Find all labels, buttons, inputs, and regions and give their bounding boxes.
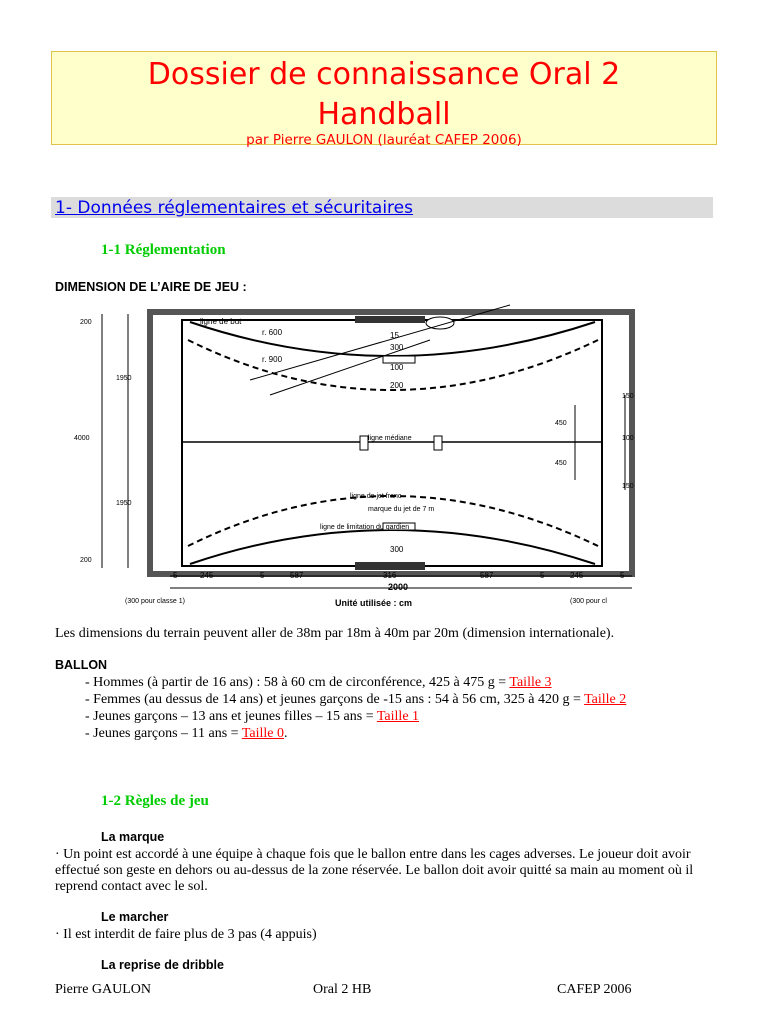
subheading-reglementation: 1-1 Réglementation <box>101 242 226 258</box>
ballon-item-2: - Femmes (au dessus de 14 ans) et jeunes garçons de -15 ans : 54 à 56 cm, 325 à 420 g = Taille 2 <box>85 692 627 707</box>
label-gardien: ligne de limitation du gardien <box>320 524 410 531</box>
bottom-dim-4: 587 <box>290 571 304 580</box>
bottom-dim-7: 5 <box>540 571 545 580</box>
dimension-label: DIMENSION DE L’AIRE DE JEU : <box>55 280 247 294</box>
bottom-dim-6: 587 <box>480 571 494 580</box>
right-dim-3: 100 <box>622 435 634 442</box>
label-unite: Unité utilisée : cm <box>335 598 413 608</box>
subheading-regles: 1-2 Règles de jeu <box>101 793 209 809</box>
right-dim-1: 150 <box>622 393 634 400</box>
marque-paragraph: · Un point est accordé à une équipe à chaque fois que le ballon entre dans les cages adverses. Le joueur doit avoir effectué son geste en dehors ou au-dessus de la zone réservée. Le ballon doit avoir quitté sa main au moment où il reprend contact avec le sol. <box>55 847 694 894</box>
label-jet-franc: ligne de jet franc <box>350 493 402 500</box>
note-left: (300 pour classe 1) <box>125 598 185 605</box>
dribble-label: La reprise de dribble <box>101 958 224 972</box>
bottom-dim-9: 5 <box>620 571 625 580</box>
dim-200: 200 <box>390 381 404 390</box>
bottom-dim-3: 5 <box>260 571 265 580</box>
dim-100: 100 <box>390 363 404 372</box>
goal-bottom <box>355 562 425 570</box>
right-dim-4: 450 <box>555 460 567 467</box>
left-dim-3: 4000 <box>74 435 90 442</box>
taille-0-link[interactable]: Taille 0 <box>241 726 284 741</box>
bottom-dim-2: 245 <box>200 571 214 580</box>
handball-court-diagram <box>50 300 650 610</box>
right-dim-2: 450 <box>555 420 567 427</box>
ballon-item-4: - Jeunes garçons – 11 ans = Taille 0. <box>85 726 288 741</box>
dim-2000: 2000 <box>388 582 409 592</box>
dimensions-paragraph: Les dimensions du terrain peuvent aller de 38m par 18m à 40m par 20m (dimension internationale). <box>55 626 615 641</box>
left-dim-2: 1950 <box>116 375 132 382</box>
sub-mark-left <box>360 436 368 450</box>
dim-bottom-300: 300 <box>390 545 404 554</box>
ball-icon <box>426 317 454 329</box>
dim-top-15: 15 <box>390 331 399 340</box>
footer-right: CAFEP 2006 <box>557 982 632 997</box>
ballon-item-3: - Jeunes garçons – 13 ans et jeunes filles – 15 ans = Taille 1 <box>85 709 420 724</box>
label-7m: marque du jet de 7 m <box>368 506 435 513</box>
marque-label: La marque <box>101 830 165 844</box>
section-heading-1[interactable]: 1- Données réglementaires et sécuritaires <box>55 198 413 218</box>
footer-center: Oral 2 HB <box>313 982 372 997</box>
ballon-list <box>85 674 626 742</box>
taille-2-link[interactable]: Taille 2 <box>584 692 627 707</box>
left-dim-1: 200 <box>80 319 92 326</box>
note-right: (300 pour cl <box>570 598 607 605</box>
right-dim-5: 150 <box>622 483 634 490</box>
ballon-label: BALLON <box>55 658 108 672</box>
label-mediane: ligne médiane <box>368 435 412 442</box>
marcher-label: Le marcher <box>101 910 169 924</box>
bottom-dim-8: 245 <box>570 571 584 580</box>
goal-top <box>355 316 425 323</box>
footer-left: Pierre GAULON <box>55 982 152 997</box>
dim-top-300: 300 <box>390 343 404 352</box>
left-dim-5: 200 <box>80 557 92 564</box>
label-r600: r. 600 <box>262 328 283 337</box>
taille-3-link[interactable]: Taille 3 <box>509 675 552 690</box>
label-r900: r. 900 <box>262 355 283 364</box>
ballon-item-1: - Hommes (à partir de 16 ans) : 58 à 60 cm de circonférence, 425 à 475 g = Taille 3 <box>85 675 552 690</box>
document-title-line2: Handball <box>317 97 451 132</box>
bottom-dim-5: 316 <box>383 571 397 580</box>
sub-mark-right <box>434 436 442 450</box>
label-goal-line: ligne de but <box>200 317 242 326</box>
marcher-paragraph: · Il est interdit de faire plus de 3 pas (4 appuis) <box>55 927 317 942</box>
document-author: par Pierre GAULON (lauréat CAFEP 2006) <box>246 132 522 148</box>
document-title-line1: Dossier de connaissance Oral 2 <box>147 57 621 92</box>
taille-1-link[interactable]: Taille 1 <box>376 709 420 724</box>
title-box <box>51 51 717 148</box>
bottom-dim-1: 5 <box>173 571 178 580</box>
penalty-mark-top <box>383 356 415 363</box>
left-dim-4: 1950 <box>116 500 132 507</box>
